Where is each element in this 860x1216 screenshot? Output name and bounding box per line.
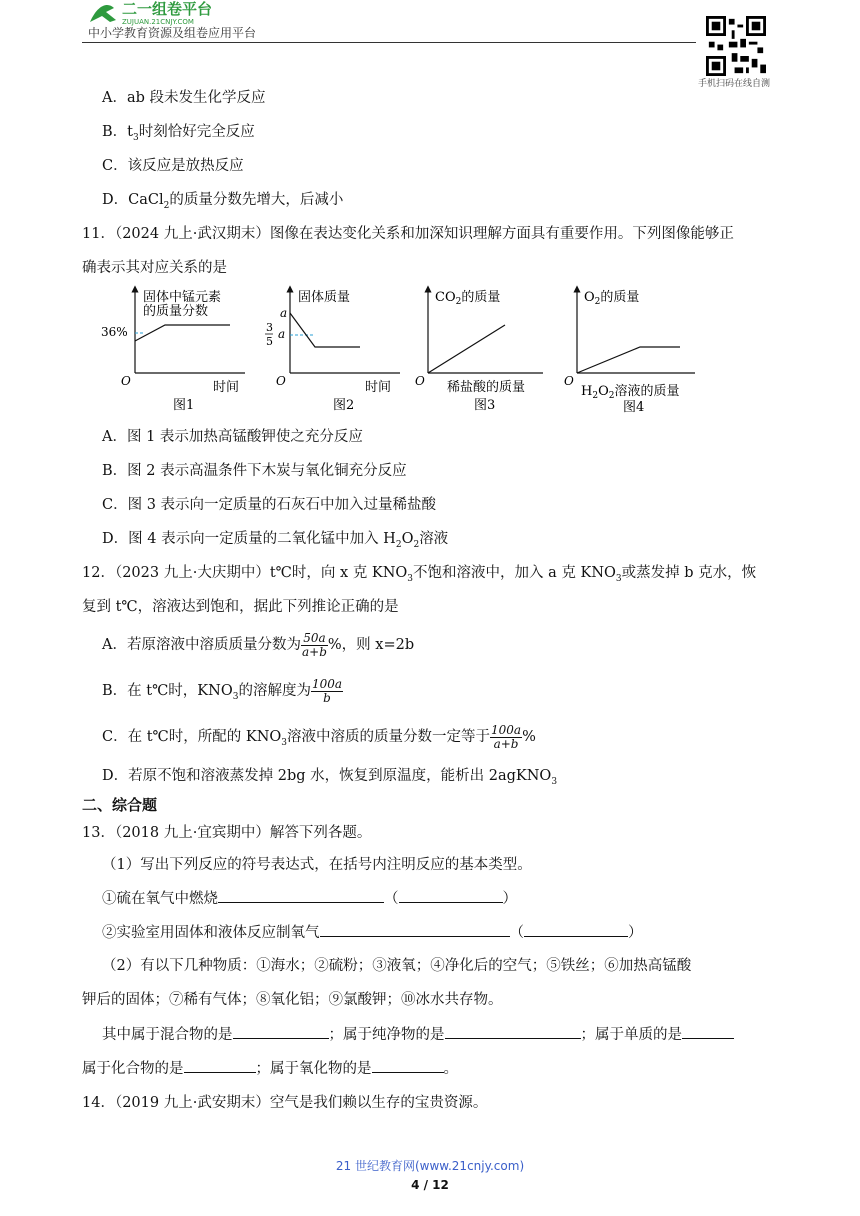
logo-text: 二一组卷平台 (122, 0, 213, 18)
fig1-yvalue: 36% (101, 325, 128, 339)
fig2-frac-n: 3 (266, 321, 273, 334)
figure-4 (564, 289, 695, 415)
qr-caption: 手机扫码在线自测 (698, 79, 771, 89)
fig2-ytop: a (280, 306, 288, 320)
answer-blank[interactable] (320, 922, 510, 937)
q13-part1: （1）写出下列反应的符号表达式，在括号内注明反应的基本类型。 (102, 857, 532, 873)
q13-fill-line1: 其中属于混合物的是 ；属于纯净物的是 ；属于单质的是 (102, 1024, 734, 1045)
page-number: 4 / 12 (411, 1178, 449, 1192)
fig1-origin: O (121, 374, 131, 388)
q10-option-b: B．$t_3$时刻恰好完全反应 (102, 124, 255, 143)
q14-stem: 14．（2019 九上·武安期末）空气是我们赖以生存的宝贵资源。 (82, 1095, 488, 1111)
fig1-xlabel: 时间 (213, 380, 240, 395)
q12-stem-line2: 复到 t℃，溶液达到饱和，据此下列推论正确的是 (82, 599, 399, 615)
q11-figures (95, 285, 715, 415)
figure-3 (415, 289, 543, 413)
fig1-ylabel-1: 固体中锰元素 (143, 290, 222, 305)
q12-option-d: D．若原不饱和溶液蒸发掉 2bg 水，恢复到原温度，能析出 2agKNO$_3$ (102, 768, 558, 787)
answer-blank[interactable] (524, 922, 628, 937)
section-heading: 二、综合题 (82, 796, 158, 814)
q13-part2-line1: （2）有以下几种物质：①海水；②硫粉；③液氧；④净化后的空气；⑤铁丝；⑥加热高锰酸 (102, 958, 692, 974)
q10-option-d: D．CaCl$_2$的质量分数先增大，后减小 (102, 192, 344, 211)
answer-blank[interactable] (218, 888, 384, 903)
answer-blank[interactable] (372, 1058, 444, 1073)
q12-option-a: A．若原溶液中溶质质量分数为 $\frac{50a}{a+b}$ %，则 x=2b (102, 630, 415, 659)
q13-reaction-1: ①硫在氧气中燃烧 （ ） (102, 888, 517, 909)
q11-option-c: C．图 3 表示向一定质量的石灰石中加入过量稀盐酸 (102, 497, 437, 513)
q10-option-c: C．该反应是放热反应 (102, 158, 244, 174)
fig2-frac-a: a (278, 327, 286, 341)
fig3-ylabel: $CO_2$的质量 (435, 290, 501, 307)
q11-option-d: D．图 4 表示向一定质量的二氧化锰中加入 $H_2O_2$溶液 (102, 531, 449, 550)
q13-reaction-2: ②实验室用固体和液体反应制氧气 （ ） (102, 922, 643, 943)
q13-fill-line2: 属于化合物的是 ；属于氧化物的是 。 (82, 1058, 458, 1079)
fig1-curve (135, 325, 230, 341)
footer-site-link[interactable]: 21 世纪教育网(www.21cnjy.com) (335, 1159, 525, 1173)
q12-option-c: C．在 t℃时，所配的 $KNO_3$溶液中溶质的质量分数一定等于 $\frac{100a}{a+b}$ % (102, 722, 536, 751)
q11-stem-line2: 确表示其对应关系的是 (82, 260, 227, 276)
answer-blank[interactable] (399, 888, 503, 903)
fig2-curve (290, 313, 360, 347)
qr-code-icon (706, 16, 766, 76)
fig4-curve (577, 347, 680, 373)
fig3-xlabel: 稀盐酸的质量 (447, 380, 526, 395)
q11-option-a: A．图 1 表示加热高锰酸钾使之充分反应 (102, 429, 363, 445)
q11-stem-line1: 11．（2024 九上·武汉期末）图像在表达变化关系和加深知识理解方面具有重要作用。下列图像能够正 (82, 226, 734, 242)
fig2-origin: O (276, 374, 286, 388)
fig4-ylabel: $O_2$的质量 (584, 290, 640, 307)
fig3-origin: O (415, 374, 425, 388)
fig3-curve (428, 325, 505, 373)
answer-blank[interactable] (445, 1024, 581, 1039)
q13-stem: 13．（2018 九上·宜宾期中）解答下列各题。 (82, 825, 372, 841)
logo-url: ZUJUAN.21CNJY.COM (122, 18, 194, 26)
fig2-xlabel: 时间 (365, 380, 392, 395)
site-logo (88, 0, 278, 26)
answer-blank[interactable] (233, 1024, 329, 1039)
answer-blank[interactable] (682, 1024, 734, 1039)
fig1-caption: 图1 (173, 398, 195, 413)
q11-option-b: B．图 2 表示高温条件下木炭与氧化铜充分反应 (102, 463, 407, 479)
figure-2 (265, 289, 400, 413)
header-subtitle: 中小学教育资源及组卷应用平台 (88, 26, 257, 40)
figure-1 (101, 289, 245, 413)
q12-stem-line1: 12．（2023 九上·大庆期中）t℃时，向 x 克 $KNO_3$不饱和溶液中，加入 a 克 $KNO_3$或蒸发掉 b 克水，恢 (82, 565, 757, 584)
fig1-ylabel-2: 的质量分数 (143, 304, 209, 319)
answer-blank[interactable] (184, 1058, 256, 1073)
q10-option-a: A．ab 段未发生化学反应 (102, 90, 266, 106)
fig2-ylabel: 固体质量 (298, 290, 351, 305)
fig4-xlabel: $H_2O_2$溶液的质量 (581, 384, 680, 401)
fig4-origin: O (564, 374, 574, 388)
fig2-caption: 图2 (333, 398, 355, 413)
fig4-caption: 图4 (623, 400, 645, 415)
header-divider (82, 42, 696, 43)
fig3-caption: 图3 (474, 398, 496, 413)
fig2-frac-d: 5 (266, 335, 273, 348)
q12-option-b: B．在 t℃时，$KNO_3$的溶解度为 $\frac{100a}{b}$ (102, 676, 343, 705)
q13-part2-line2: 钾后的固体；⑦稀有气体；⑧氧化铝；⑨氯酸钾；⑩冰水共存物。 (82, 992, 503, 1008)
